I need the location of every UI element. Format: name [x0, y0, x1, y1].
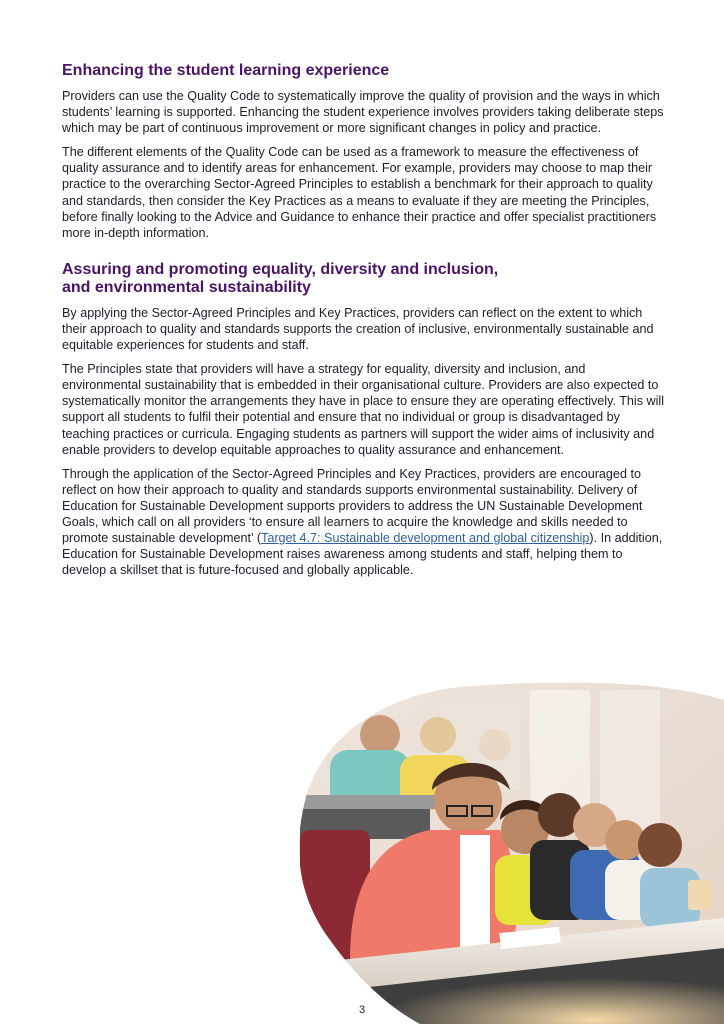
heading-line: Assuring and promoting equality, diversity and inclusion,: [62, 260, 499, 278]
target-4-7-link[interactable]: Target 4.7: Sustainable development and global citizenship: [261, 531, 590, 546]
paragraph: The Principles state that providers will have a strategy for equality, diversity and inclusion, and environmental sustainability that is embedded in their organisational culture. Providers are also expected to systematically monitor the arrangements they have in place to ensure they are operating effectively. This will support all students to fulfil their potential and ensure that no individual or group is disadvantaged by teaching practices or curricula. Engaging students as partners will support the wider aims of inclusivity and enable providers to develop equitable approaches to quality assurance and enhancement.: [62, 362, 665, 457]
paragraph-text: ). In addition, Education for Sustainable Development raises awareness among students and staff, helping them to develop a skillset that is future-focused and globally applicable.: [62, 531, 663, 578]
paragraph: Providers can use the Quality Code to systematically improve the quality of provision and the ways in which students’ learning is supported. Enhancing the student experience involves providers taking deliberate steps which may be part of continuous improvement or more significant changes in policy and practice.: [62, 89, 664, 136]
heading-line: and environmental sustainability: [62, 278, 311, 296]
page-number: 3: [358, 1004, 366, 1016]
paragraph: The different elements of the Quality Code can be used as a framework to measure the effectiveness of quality assurance and to identify areas for enhancement. For example, providers may choose to map their practice to the overarching Sector-Agreed Principles to establish a benchmark for their approach to quality and standards, then consider the Key Practices as a means to evaluate if they are meeting the Principles, before finally looking to the Advice and Guidance to enhance their practice and offer specialist practitioners more in-depth information.: [62, 145, 657, 240]
paragraph: By applying the Sector-Agreed Principles and Key Practices, providers can reflect on the extent to which their approach to quality and standards supports the creation of inclusive, environmentally sustainable and equitable experiences for students and staff.: [62, 305, 654, 353]
section-heading-student-learning: Enhancing the student learning experience: [62, 62, 390, 79]
paragraph-text: Through the application of the Sector-Agreed Principles and Key Practices, providers are encouraged to reflect on how their approach to quality and standards supports environmental sustainability. Delivery of Education for Sustainable Development supports providers to address the UN Sustainable Development Goals, which call on all providers ‘to ensure all learners to acquire the knowledge and skills needed to promote sustainable development’ (: [62, 466, 643, 546]
